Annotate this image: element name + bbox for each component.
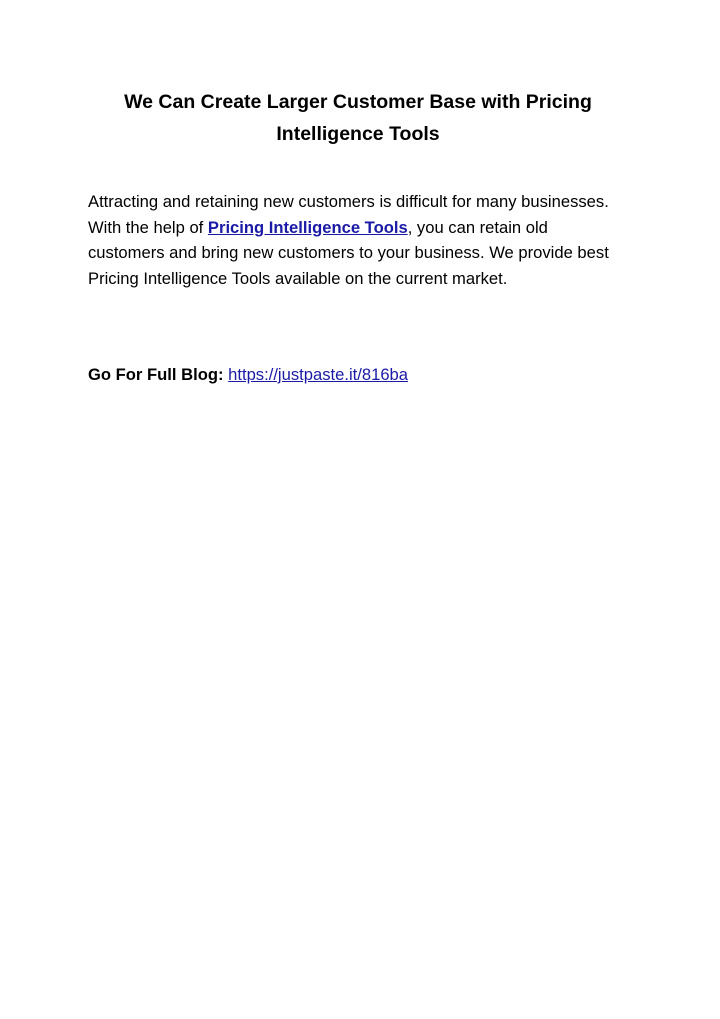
paragraph-text-after: , you can retain old customers and bring new customers to your business. We provide best Pricing Intelligence Tools available on the current market.: [88, 217, 609, 288]
page-title: We Can Create Larger Customer Base with Pricing Intelligence Tools: [124, 91, 592, 145]
pricing-intelligence-tools-link[interactable]: Pricing Intelligence Tools: [207, 217, 408, 237]
full-blog-line: [88, 362, 628, 388]
full-blog-label: Go For Full Blog:: [88, 365, 224, 384]
body-paragraph: [88, 189, 628, 291]
paragraph-text-before: Attracting and retaining new customers is difficult for many businesses. With the help of: [88, 192, 609, 237]
full-blog-link[interactable]: https://justpaste.it/816ba: [228, 365, 409, 384]
